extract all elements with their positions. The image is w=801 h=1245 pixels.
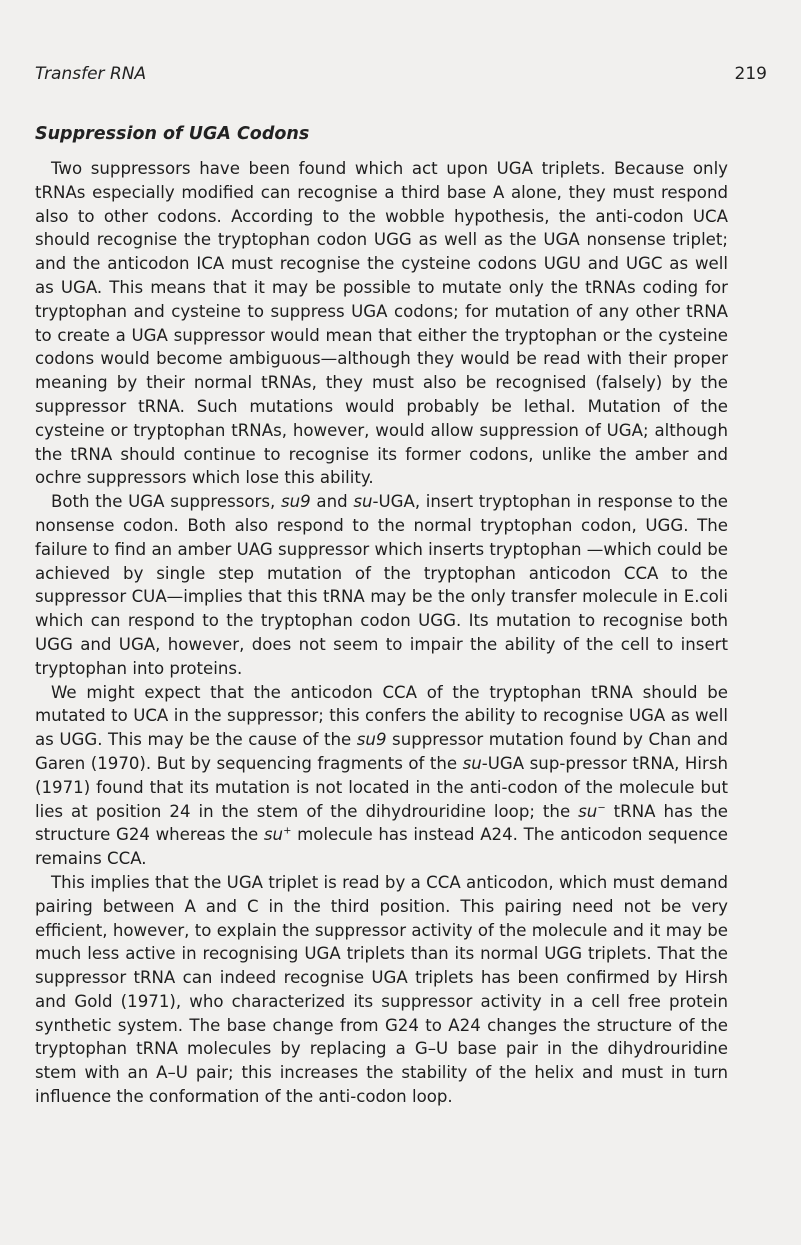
gene-name-su-minus: su xyxy=(578,801,598,821)
minus-superscript: − xyxy=(597,801,606,813)
gene-name-su: su xyxy=(462,753,482,773)
text-run: molecule has instead A24. The anticodon sequence remains CCA. xyxy=(35,825,728,869)
text-run: -UGA sup-pressor tRNA, Hirsh (1971) found that its mutation is not located in the anti-codon of the molecule but lies at position 24 in the stem of the dihydrouridine loop; the xyxy=(35,753,728,821)
text-run: tRNA has the structure G24 whereas the xyxy=(35,801,728,845)
text-run: suppressor mutation found by Chan and Garen (1970). But by sequencing fragments of the xyxy=(35,730,729,773)
running-title: Transfer RNA xyxy=(35,64,147,84)
gene-name-su: su xyxy=(353,492,373,512)
gene-name-su-plus: su xyxy=(263,825,284,845)
text-run: -UGA, insert tryptophan in response to the nonsense codon. Both also respond to the normal tryptophan codon, UGG. The failure to find an amber UAG suppressor which inserts tryptophan —which could be achieved by single step mutation of the tryptophan anticodon CCA to the suppressor CUA—implies that this tRNA may be the only transfer molecule in E.coli which can respond to the tryptophan codon UGG. Its mutation to recognise both UGG and UGA, however, does not seem to impair the ability of the cell to insert tryptophan into proteins. xyxy=(35,492,728,678)
paragraph-2 xyxy=(35,490,728,680)
paragraph-4: This implies that the UGA triplet is read by a CCA anticodon, which must demand pairing between A and C in the third position. This pairing need not be very efficient, however, to explain the suppressor activity of the molecule and it may be much less active in recognising UGA triplets than its normal UGG triplets. That the suppressor tRNA can indeed recognise UGA triplets has been confirmed by Hirsh and Gold (1971), who characterized its suppressor activity in a cell free protein synthetic system. The base change from G24 to A24 changes the structure of the tryptophan tRNA molecules by replacing a G–U base pair in the dihydrouridine stem with an A–U pair; this increases the stability of the helix and must in turn influence the conformation of the anti-codon loop. xyxy=(35,872,728,1107)
gene-name-su9: su9 xyxy=(280,492,311,512)
plus-superscript: + xyxy=(283,825,292,837)
page-header xyxy=(35,64,767,88)
paragraph-3 xyxy=(35,681,728,871)
body-text xyxy=(35,157,728,1109)
paragraph-1: Two suppressors have been found which act upon UGA triplets. Because only tRNAs especially modified can recognise a third base A alone, they must respond also to other codons. According to the wobble hypothesis, the anti-codon UCA should recognise the tryptophan codon UGG as well as the UGA nonsense triplet; and the anticodon ICA must recognise the cysteine codons UGU and UGC as well as UGA. This means that it may be possible to mutate only the tRNAs coding for tryptophan and cysteine to suppress UGA codons; for mutation of any other tRNA to create a UGA suppressor would mean that either the tryptophan or the cysteine codons would become ambiguous—although they would be read with their proper meaning by their normal tRNAs, they must also be recognised (falsely) by the suppressor tRNA. Such mutations would probably be lethal. Mutation of the cysteine or tryptophan tRNAs, however, would allow suppression of UGA; although the tRNA should continue to recognise its former codons, unlike the amber and ochre suppressors which lose this ability. xyxy=(35,159,728,488)
text-run: We might expect that the anticodon CCA of the tryptophan tRNA should be mutated to UCA in the suppressor; this confers the ability to recognise UGA as well as UGG. This may be the cause of the xyxy=(35,682,728,750)
gene-name-su9: su9 xyxy=(356,730,387,750)
text-run: and xyxy=(310,492,354,512)
page-number: 219 xyxy=(734,64,767,84)
text-run: Both the UGA suppressors, xyxy=(51,492,281,512)
section-heading: Suppression of UGA Codons xyxy=(35,124,310,144)
